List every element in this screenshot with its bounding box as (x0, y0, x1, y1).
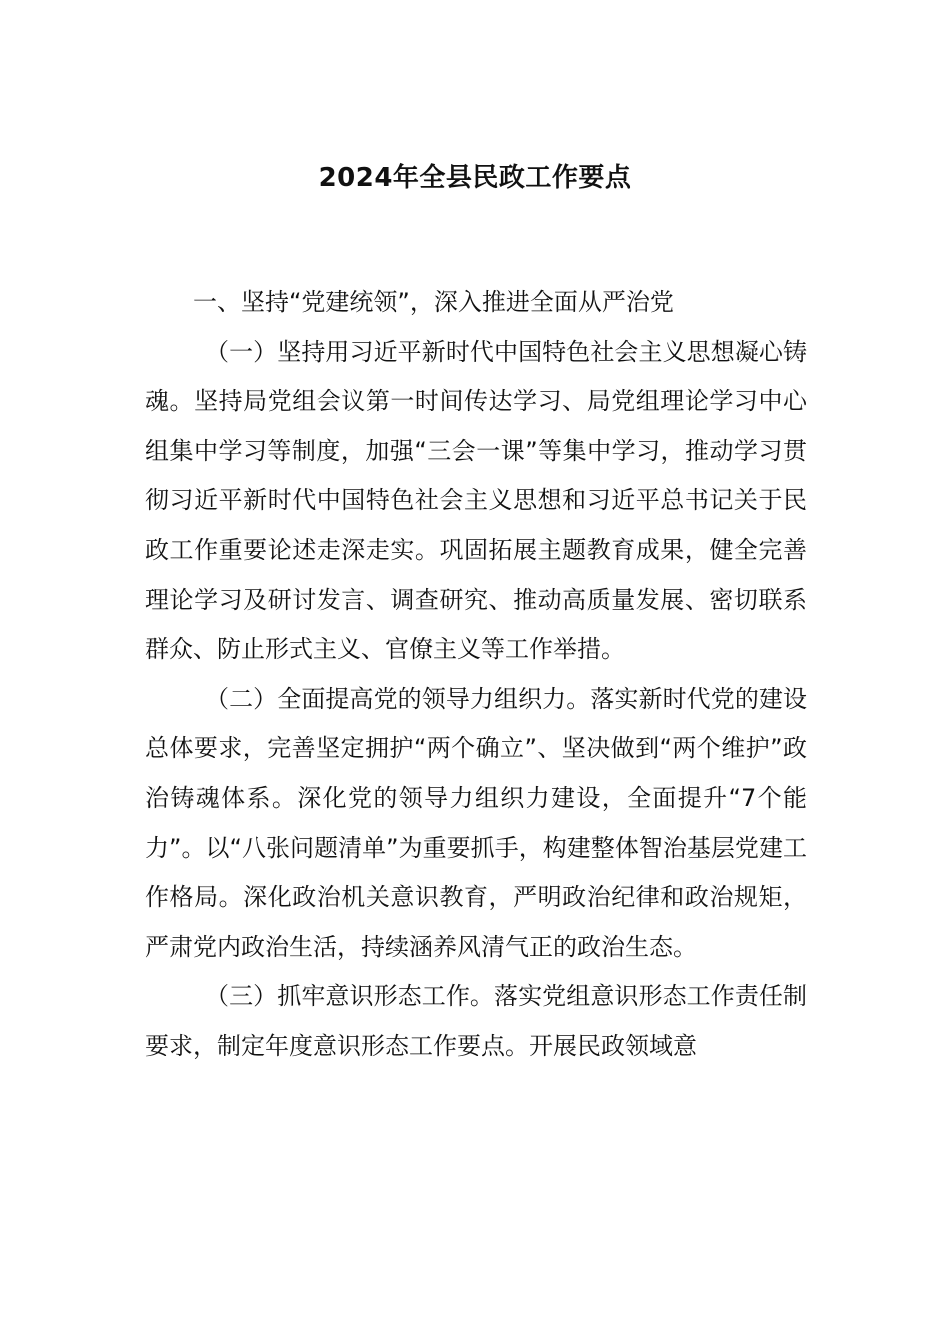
section-heading: 一、坚持“党建统领”，深入推进全面从严治党 (193, 288, 674, 316)
paragraph-1: （一）坚持用习近平新时代中国特色社会主义思想凝心铸魂。坚持局党组会议第一时间传达学习、局党组理论学习中心组集中学习等制度，加强“三会一课”等集中学习，推动学习贯彻习近平新时代中国特色社会主义思想和习近平总书记关于民政工作重要论述走深走实。巩固拓展主题教育成果，健全完善理论学习及研讨发言、调查研究、推动高质量发展、密切联系群众、防止形式主义、官僚主义等工作举措。 (145, 337, 807, 664)
paragraph-2: （二）全面提高党的领导力组织力。落实新时代党的建设总体要求，完善坚定拥护“两个确立”、坚决做到“两个维护”政治铸魂体系。深化党的领导力组织力建设，全面提升“7个能力”。以“八张问题清单”为重要抓手，构建整体智治基层党建工作格局。深化政治机关意识教育，严明政治纪律和政治规矩，严肃党内政治生活，持续涵养风清气正的政治生态。 (145, 684, 807, 961)
document-body (145, 278, 807, 1072)
document-title: 2024年全县民政工作要点 (318, 163, 632, 193)
paragraph-3: （三）抓牢意识形态工作。落实党组意识形态工作责任制要求，制定年度意识形态工作要点。开展民政领域意 (145, 982, 807, 1060)
